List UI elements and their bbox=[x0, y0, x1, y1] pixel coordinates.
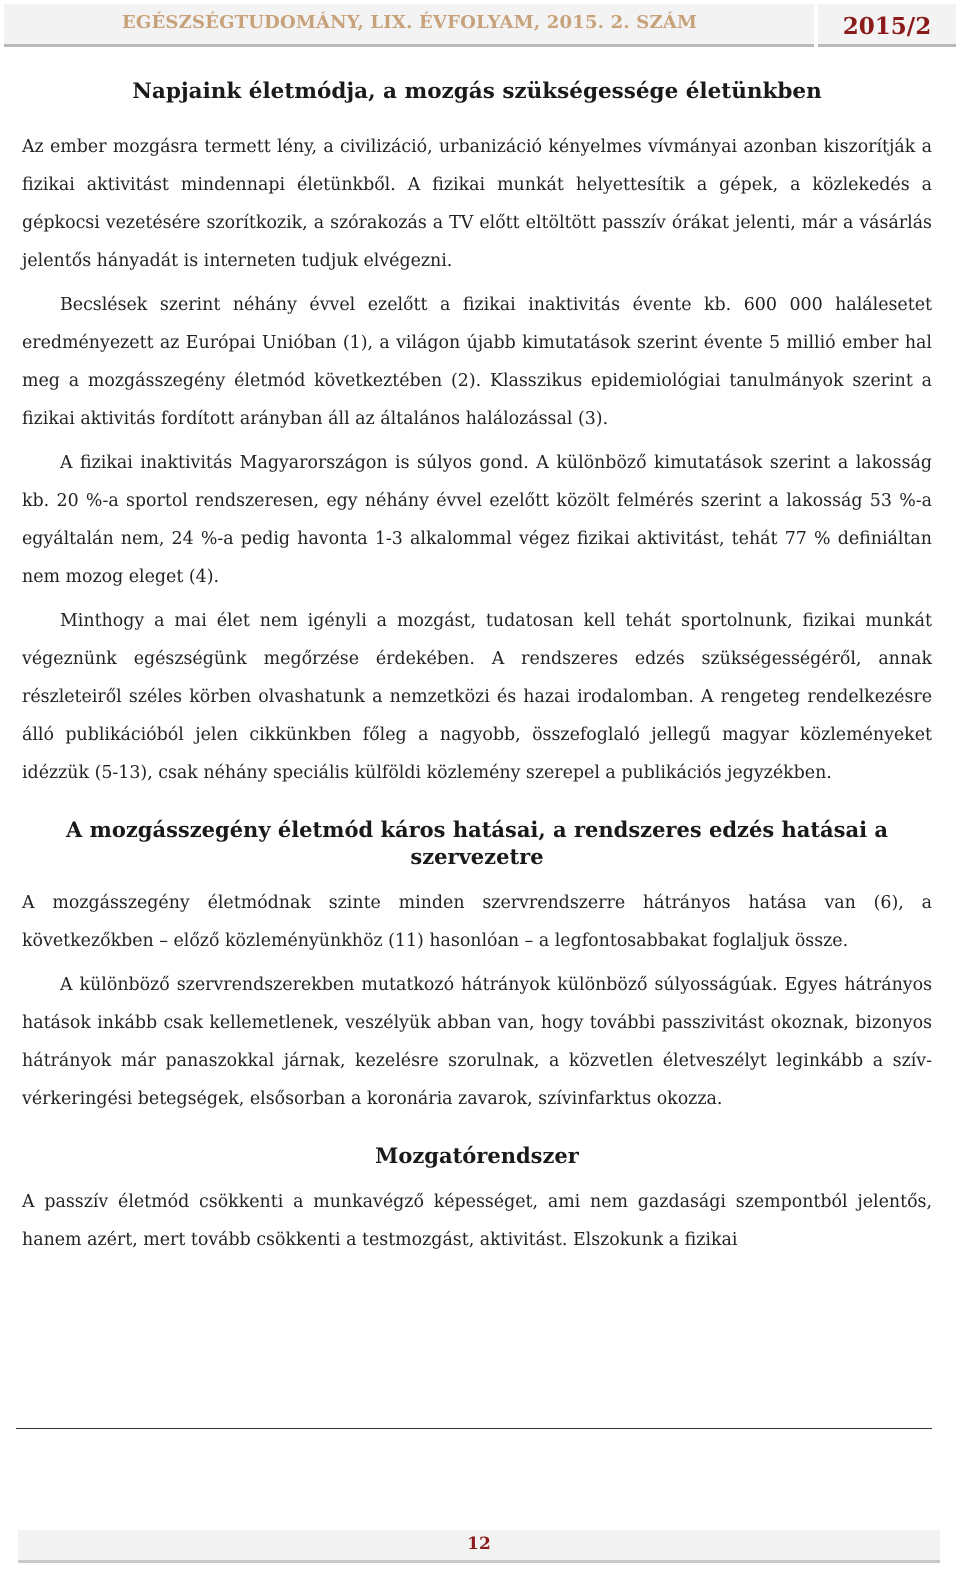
article-body bbox=[22, 76, 932, 1265]
intro-paragraph-2: Becslések szerint néhány évvel ezelőtt a fizikai inaktivitás évente kb. 600 000 halálesetet eredményezett az Európai Unióban (1), a világon újabb kimutatások szerint évente 5 millió ember hal meg a mozgásszegény életmód következtében (2). Klasszikus epidemiológiai tanulmányok szerint a fizikai aktivitás fordított arányban áll az általános halálozással (3). bbox=[22, 295, 932, 429]
section-heading-musculoskeletal: Mozgatórendszer bbox=[375, 1143, 579, 1168]
section3-paragraph-1: A passzív életmód csökkenti a munkavégző képességet, ami nem gazdasági szempontból jelentős, hanem azért, mert tovább csökkenti a testmozgást, aktivitást. Elszokunk a fizikai bbox=[22, 1192, 932, 1250]
section-heading-harmful-effects: A mozgásszegény életmód káros hatásai, a rendszeres edzés hatásai a szervezetre bbox=[66, 817, 888, 869]
issue-banner bbox=[818, 4, 956, 47]
section2-paragraph-1: A mozgásszegény életmódnak szinte minden szervrendszerre hátrányos hatása van (6), a következőkben – előző közleményünkhöz (11) hasonlóan – a legfontosabbakat foglaljuk össze. bbox=[22, 893, 932, 951]
intro-paragraph-3: A fizikai inaktivitás Magyarországon is súlyos gond. A különböző kimutatások szerint a lakosság kb. 20 %-a sportol rendszeresen, egy néhány évvel ezelőtt közölt felmérés szerint a lakosság 53 %-a egyáltalán nem, 24 %-a pedig havonta 1-3 alkalommal végez fizikai aktivitást, tehát 77 % definiáltan nem mozog eleget (4). bbox=[22, 453, 932, 587]
issue-badge: 2015/2 bbox=[842, 13, 932, 40]
page-header bbox=[0, 0, 960, 54]
page-number: 12 bbox=[467, 1534, 491, 1554]
intro-paragraph-1: Az ember mozgásra termett lény, a civilizáció, urbanizáció kényelmes vívmányai azonban kiszorítják a fizikai aktivitást mindennapi életünkből. A fizikai munkát helyettesítik a gépek, a közlekedés a gépkocsi vezetésére szorítkozik, a szórakozás a TV előtt eltöltött passzív órákat jelenti, már a vásárlás jelentős hányadát is interneten tudjuk elvégezni. bbox=[22, 137, 932, 271]
journal-banner bbox=[4, 4, 814, 47]
footer-divider bbox=[16, 1428, 932, 1429]
page-number-bar bbox=[18, 1530, 940, 1563]
article-title: Napjaink életmódja, a mozgás szükségessége életünkben bbox=[132, 79, 822, 104]
intro-paragraph-4: Minthogy a mai élet nem igényli a mozgást, tudatosan kell tehát sportolnunk, fizikai munkát végeznünk egészségünk megőrzése érdekében. A rendszeres edzés szükségességéről, annak részleteiről széles körben olvashatunk a nemzetközi és hazai irodalomban. A rengeteg rendelkezésre álló publikációból jelen cikkünkben főleg a nagyobb, összefoglaló jellegű magyar közleményeket idézzük (5-13), csak néhány speciális külföldi közlemény szerepel a publikációs jegyzékben. bbox=[22, 611, 932, 783]
journal-title: EGÉSZSÉGTUDOMÁNY, LIX. ÉVFOLYAM, 2015. 2. SZÁM bbox=[122, 12, 698, 33]
section2-paragraph-2: A különböző szervrendszerekben mutatkozó hátrányok különböző súlyosságúak. Egyes hátrányos hatások inkább csak kellemetlenek, veszélyük abban van, hogy további passzivitást okoznak, bizonyos hátrányok már panaszokkal járnak, kezelésre szorulnak, a közvetlen életveszélyt leginkább a szív-vérkeringési betegségek, elsősorban a koronária zavarok, szívinfarktus okozza. bbox=[22, 975, 932, 1109]
